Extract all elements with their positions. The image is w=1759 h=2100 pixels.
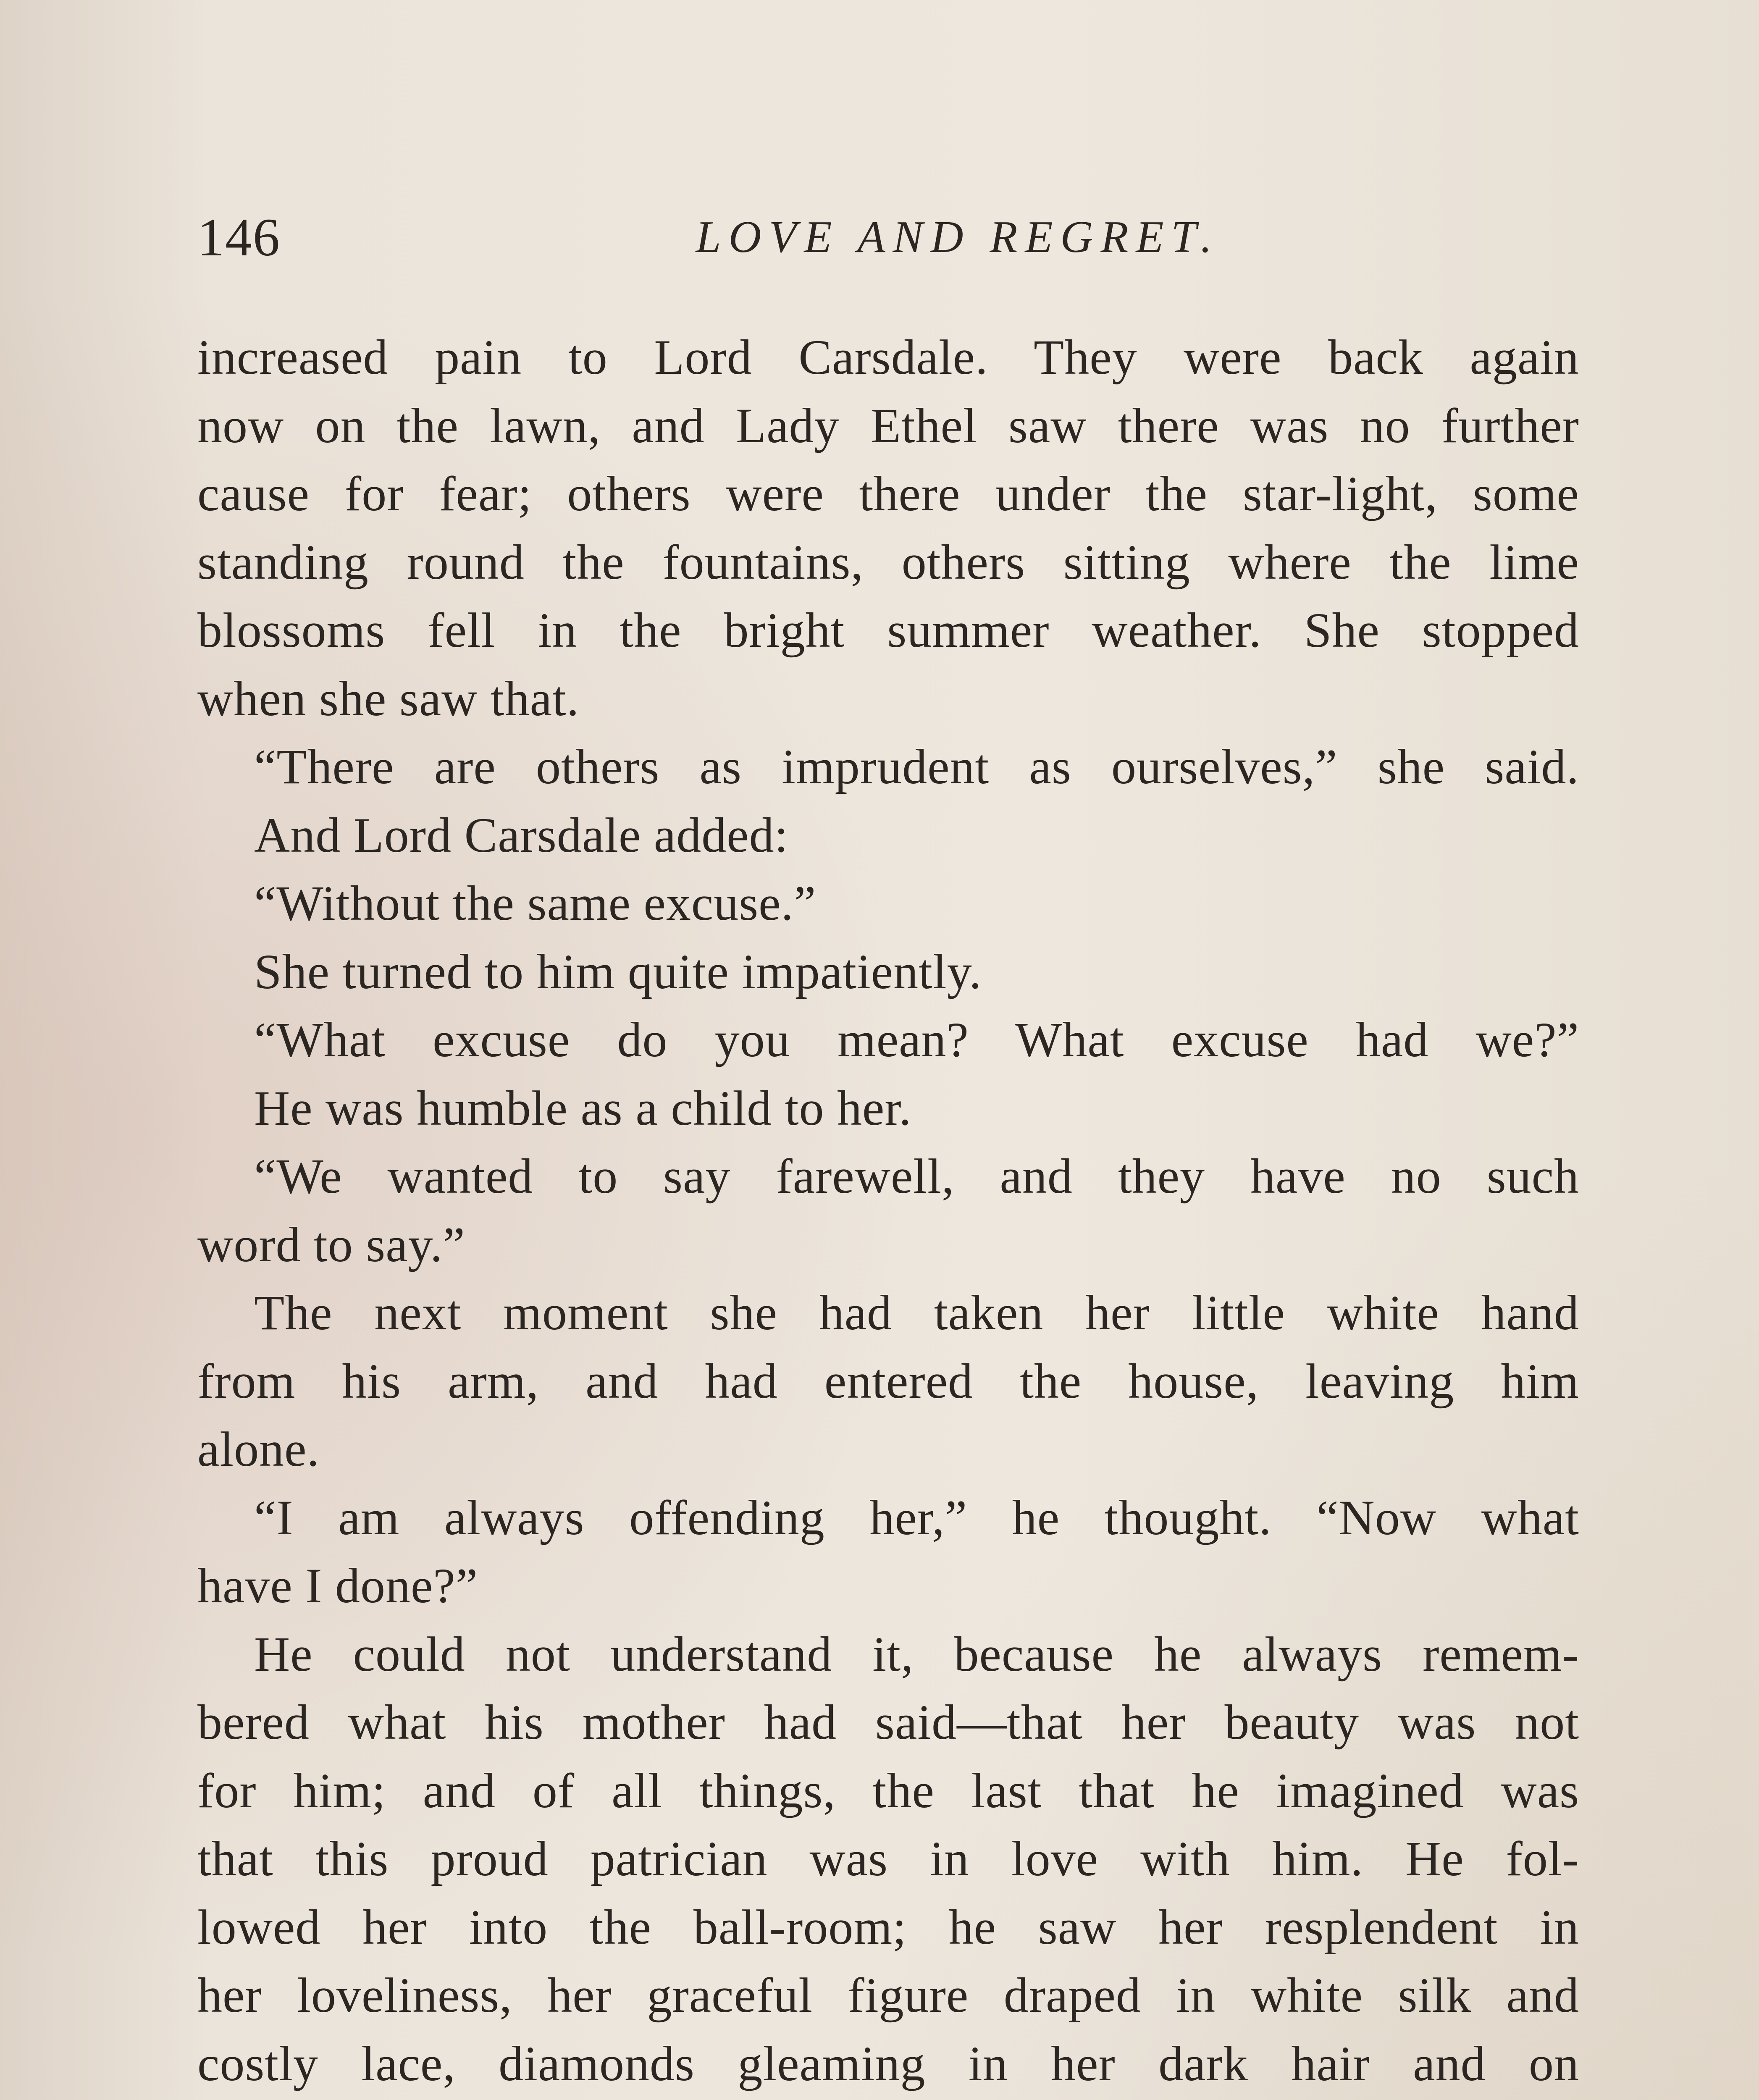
text-line: standing round the fountains, others sitting where the lime xyxy=(197,534,1579,590)
running-title: LOVE AND REGRET. xyxy=(696,212,1220,262)
text-line: costly lace, diamonds gleaming in her dark hair and on xyxy=(197,2036,1579,2091)
text-line: And Lord Carsdale added: xyxy=(254,807,789,863)
text-line: “We wanted to say farewell, and they have no such xyxy=(254,1149,1579,1204)
text-line: increased pain to Lord Carsdale. They were back again xyxy=(197,330,1579,385)
text-line xyxy=(197,2098,1579,2100)
text-line: “Without the same excuse.” xyxy=(254,876,816,931)
text-line: blossoms fell in the bright summer weather. She stopped xyxy=(197,603,1579,658)
page-number: 146 xyxy=(197,207,281,267)
text-line: have I done?” xyxy=(197,1558,478,1613)
text-line: “There are others as imprudent as ourselves,” she said. xyxy=(254,739,1579,794)
body-text xyxy=(197,323,1579,2100)
text-line: “What excuse do you mean? What excuse had we?” xyxy=(254,1012,1579,1067)
text-line: bered what his mother had said—that her beauty was not xyxy=(197,1695,1579,1750)
text-line: He could not understand it, because he always remem- xyxy=(254,1626,1579,1682)
text-line: He was humble as a child to her. xyxy=(254,1080,912,1136)
text-line: word to say.” xyxy=(197,1217,465,1272)
text-line: her loveliness, her graceful figure draped in white silk and xyxy=(197,1968,1579,2023)
text-line: The next moment she had taken her little white hand xyxy=(254,1285,1579,1340)
text-line: that this proud patrician was in love with him. He fol- xyxy=(197,1831,1579,1886)
text-line: alone. xyxy=(197,1422,320,1477)
text-line: “I am always offending her,” he thought. “Now what xyxy=(254,1490,1579,1545)
text-line: now on the lawn, and Lady Ethel saw there was no further xyxy=(197,398,1579,453)
text-line: lowed her into the ball-room; he saw her resplendent in xyxy=(197,1899,1579,1955)
text-line: from his arm, and had entered the house, leaving him xyxy=(197,1353,1579,1409)
text-line: She turned to him quite impatiently. xyxy=(254,944,982,999)
running-head xyxy=(197,206,1583,269)
text-line: for him; and of all things, the last that he imagined was xyxy=(197,1763,1579,1818)
text-line: when she saw that. xyxy=(197,671,580,726)
text-line: cause for fear; others were there under the star-light, some xyxy=(197,466,1579,521)
